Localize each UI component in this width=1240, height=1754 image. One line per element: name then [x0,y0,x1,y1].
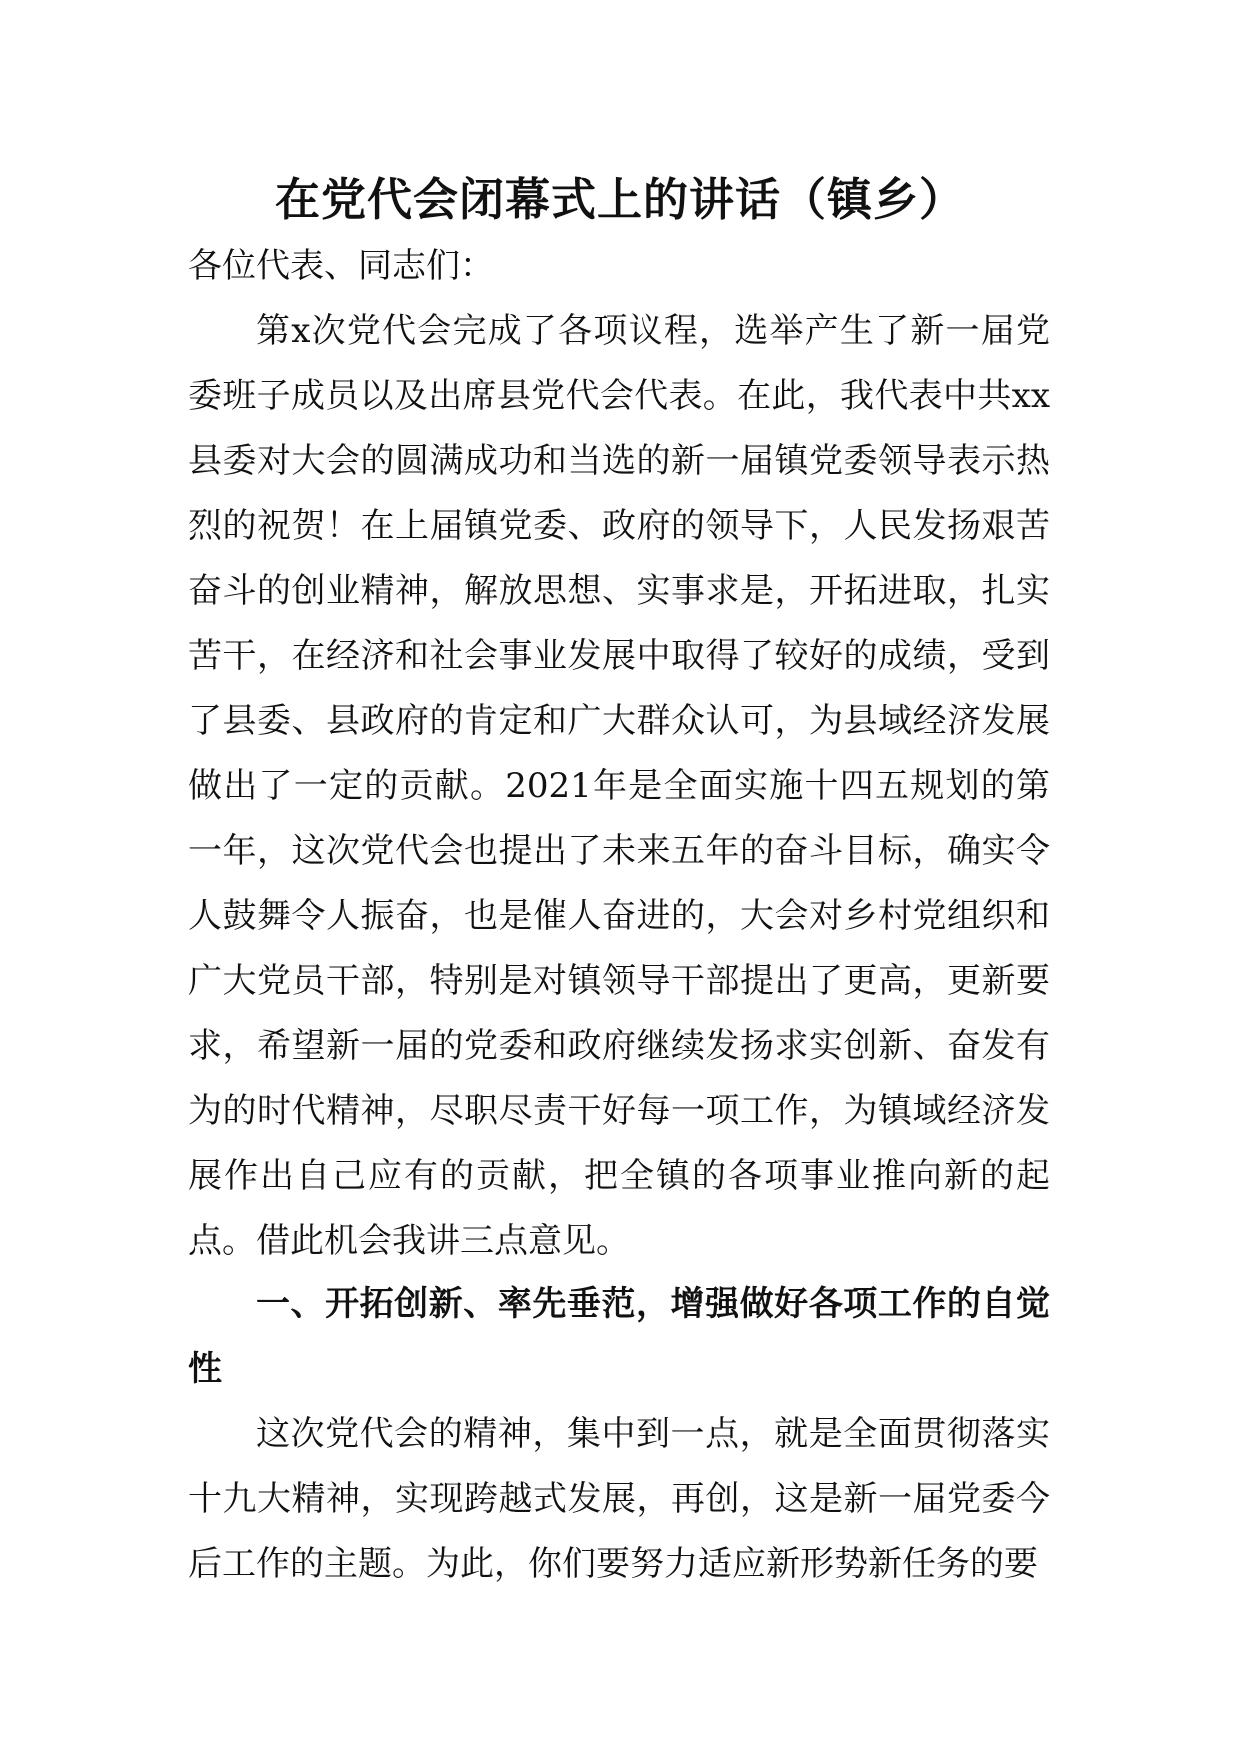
paragraph-opening: 第x次党代会完成了各项议程，选举产生了新一届党委班子成员以及出席县党代会代表。在此，我代表中共xx县委对大会的圆满成功和当选的新一届镇党委领导表示热烈的祝贺！在上届镇党委、政府的领导下，人民发扬艰苦奋斗的创业精神，解放思想、实事求是，开拓进取，扎实苦干，在经济和社会事业发展中取得了较好的成绩，受到了县委、县政府的肯定和广大群众认可，为县域经济发展做出了一定的贡献。2021年是全面实施十四五规划的第一年，这次党代会也提出了未来五年的奋斗目标，确实令人鼓舞令人振奋，也是催人奋进的，大会对乡村党组织和广大党员干部，特别是对镇领导干部提出了更高，更新要求，希望新一届的党委和政府继续发扬求实创新、奋发有为的时代精神，尽职尽责干好每一项工作，为镇域经济发展作出自己应有的贡献，把全镇的各项事业推向新的起点。借此机会我讲三点意见。 [188,311,1050,1261]
document-title: 在党代会闭幕式上的讲话（镇乡） [274,173,965,226]
paragraph-section-1: 这次党代会的精神，集中到一点，就是全面贯彻落实十九大精神，实现跨越式发展，再创，这是新一届党委今后工作的主题。为此，你们要努力适应新形势新任务的要 [188,1414,1050,1584]
section-heading-1: 一、开拓创新、率先垂范，增强做好各项工作的自觉性 [188,1284,1050,1389]
salutation: 各位代表、同志们： [188,246,494,286]
